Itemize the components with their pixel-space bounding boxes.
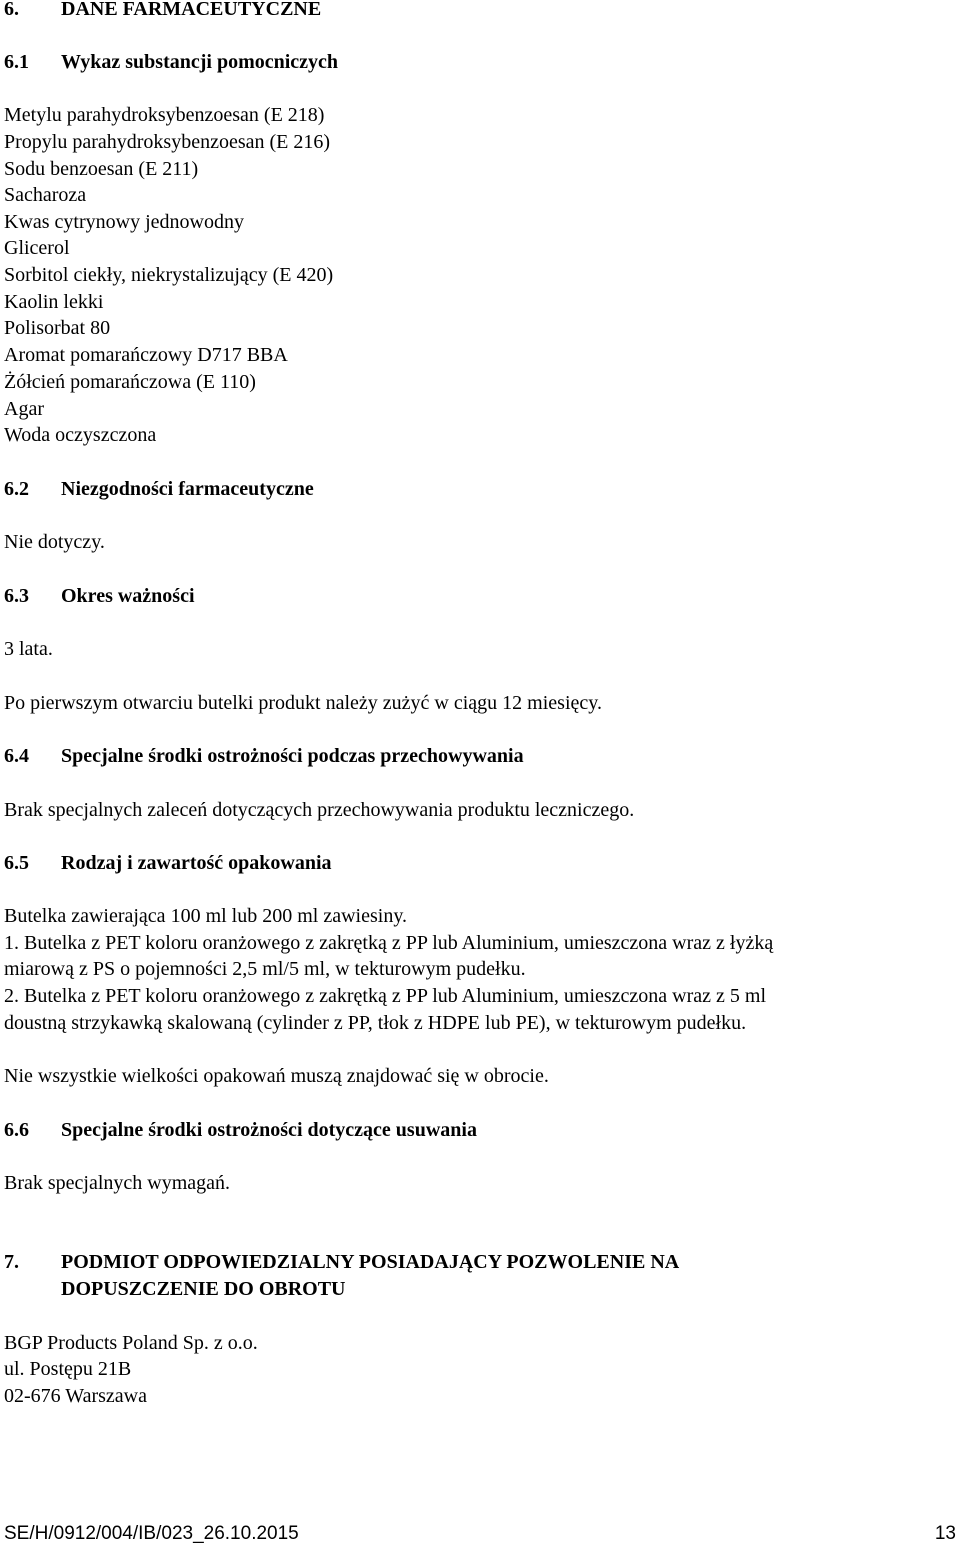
section-number: 6.2 — [4, 478, 29, 500]
section-number: 6.5 — [4, 852, 29, 874]
section-6-3-heading — [4, 583, 195, 609]
list-item: Żółcień pomarańczowa (E 110) — [4, 371, 256, 393]
list-item: Metylu parahydroksybenzoesan (E 218) — [4, 104, 325, 126]
list-item: Sorbitol ciekły, niekrystalizujący (E 420) — [4, 264, 334, 286]
section-number: 6.1 — [4, 51, 29, 73]
section-6-5-text: 2. Butelka z PET koloru oranżowego z zakrętką z PP lub Aluminium, umieszczona wraz z 5 ml — [4, 985, 767, 1007]
section-6-1-heading — [4, 49, 338, 75]
section-title: Niezgodności farmaceutyczne — [61, 478, 314, 500]
section-title: Specjalne środki ostrożności dotyczące usuwania — [61, 1119, 477, 1141]
section-number: 7. — [4, 1251, 19, 1273]
section-7-heading-cont: DOPUSZCZENIE DO OBROTU — [61, 1278, 346, 1300]
address-line: 02-676 Warszawa — [4, 1385, 147, 1407]
list-item: Aromat pomarańczowy D717 BBA — [4, 344, 288, 366]
section-title: DANE FARMACEUTYCZNE — [61, 0, 322, 20]
section-title: PODMIOT ODPOWIEDZIALNY POSIADAJĄCY POZWOLENIE NA — [61, 1251, 680, 1273]
section-6-3-text: Po pierwszym otwarciu butelki produkt należy zużyć w ciągu 12 miesięcy. — [4, 692, 602, 714]
address-line: ul. Postępu 21B — [4, 1358, 132, 1380]
section-6-2-text: Nie dotyczy. — [4, 531, 105, 553]
document-code: SE/H/0912/004/IB/023_26.10.2015 — [4, 1523, 299, 1544]
section-number: 6. — [4, 0, 19, 20]
section-number: 6.3 — [4, 585, 29, 607]
section-6-5-heading — [4, 850, 332, 876]
section-title: Wykaz substancji pomocniczych — [61, 51, 339, 73]
list-item: Kaolin lekki — [4, 291, 104, 313]
list-item: Kwas cytrynowy jednowodny — [4, 211, 244, 233]
section-6-6-text: Brak specjalnych wymagań. — [4, 1172, 231, 1194]
section-7-heading — [4, 1249, 679, 1275]
list-item: Woda oczyszczona — [4, 424, 157, 446]
section-6-4-text: Brak specjalnych zaleceń dotyczących przechowywania produktu leczniczego. — [4, 799, 635, 821]
section-6-5-text: Butelka zawierająca 100 ml lub 200 ml zawiesiny. — [4, 905, 408, 927]
list-item: Propylu parahydroksybenzoesan (E 216) — [4, 131, 331, 153]
page-number: 13 — [934, 1523, 956, 1544]
list-item: Polisorbat 80 — [4, 317, 111, 339]
section-title: Rodzaj i zawartość opakowania — [61, 852, 332, 874]
list-item: Sodu benzoesan (E 211) — [4, 158, 199, 180]
section-6-6-heading — [4, 1117, 477, 1143]
section-number: 6.4 — [4, 745, 29, 767]
section-6-2-heading — [4, 476, 314, 502]
section-6-5-text: doustną strzykawką skalowaną (cylinder z PP, tłok z HDPE lub PE), w tekturowym pudełku. — [4, 1012, 747, 1034]
section-6-4-heading — [4, 743, 524, 769]
section-6-5-note: Nie wszystkie wielkości opakowań muszą znajdować się w obrocie. — [4, 1065, 549, 1087]
section-6-5-text: miarową z PS o pojemności 2,5 ml/5 ml, w tekturowym pudełku. — [4, 958, 526, 980]
list-item: Glicerol — [4, 237, 70, 259]
section-6-5-text: 1. Butelka z PET koloru oranżowego z zakrętką z PP lub Aluminium, umieszczona wraz z łyżką — [4, 932, 774, 954]
section-6-3-text: 3 lata. — [4, 638, 53, 660]
section-6-heading — [4, 0, 321, 22]
address-line: BGP Products Poland Sp. z o.o. — [4, 1332, 258, 1354]
list-item: Agar — [4, 398, 44, 420]
section-title: Okres ważności — [61, 585, 195, 607]
section-title: Specjalne środki ostrożności podczas przechowywania — [61, 745, 524, 767]
list-item: Sacharoza — [4, 184, 87, 206]
section-number: 6.6 — [4, 1119, 29, 1141]
